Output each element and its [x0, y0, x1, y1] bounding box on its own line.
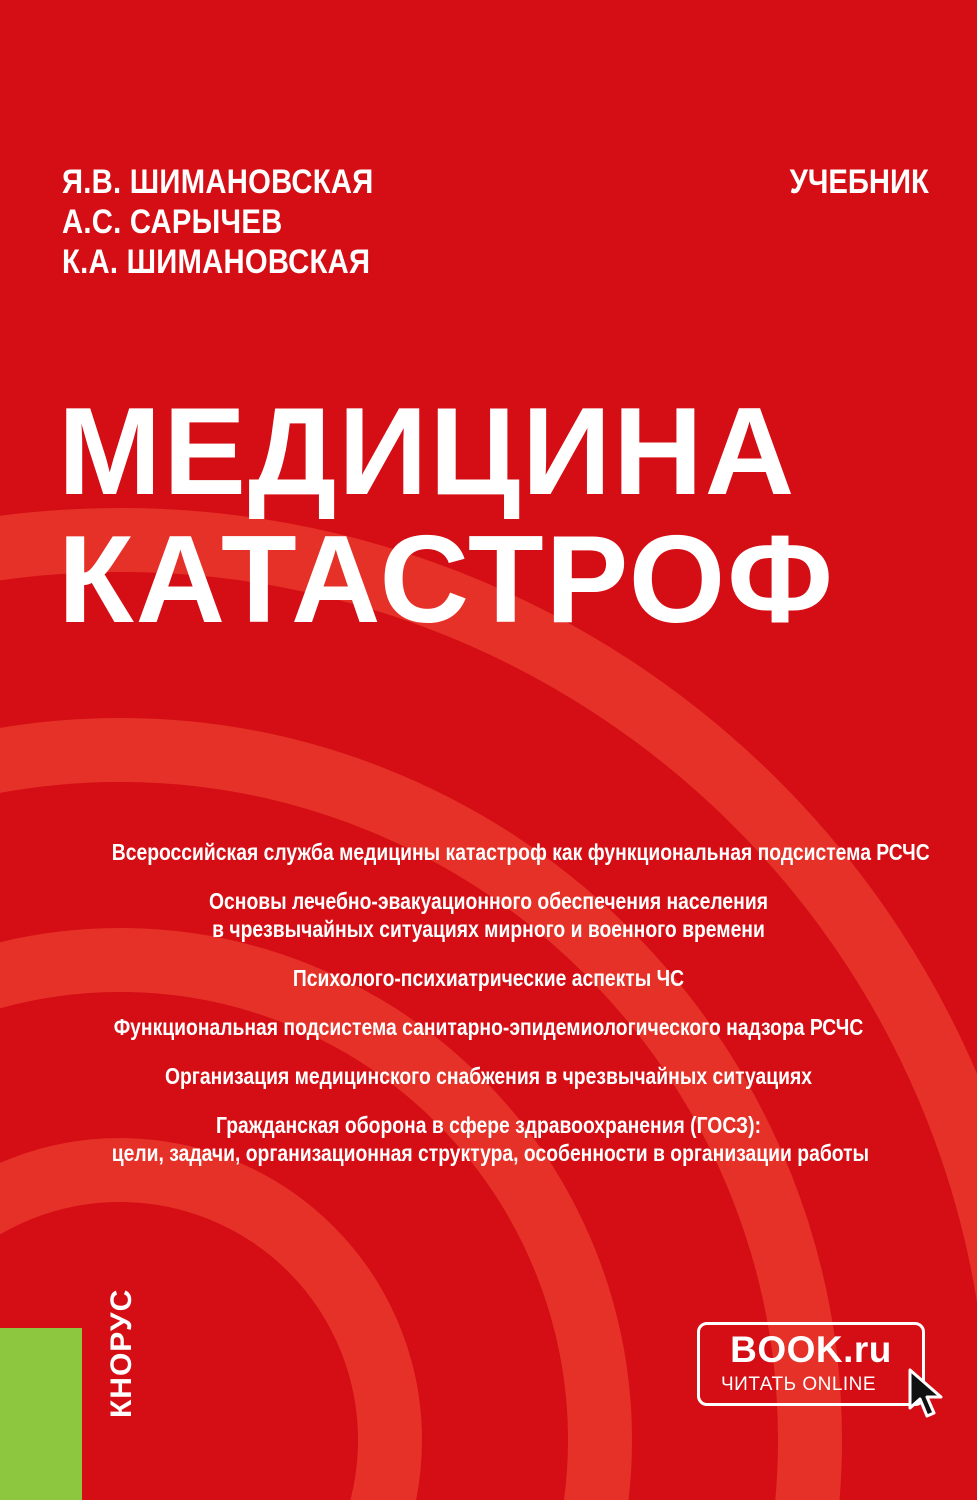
topic-item — [112, 887, 865, 943]
book-title — [58, 383, 938, 649]
topic-line: цели, задачи, организационная структура, особенности в организации работы — [111, 1140, 870, 1166]
topics-list — [40, 838, 937, 1188]
topic-item — [112, 1013, 865, 1041]
topic-item — [111, 838, 930, 866]
bookru-logo: BOOK.ru — [730, 1329, 892, 1370]
bookru-read-online-button[interactable] — [697, 1322, 925, 1406]
bookru-tagline: ЧИТАТЬ ONLINE — [721, 1374, 877, 1395]
topic-line: Всероссийская служба медицины катастроф как функциональная подсистема РСЧС — [111, 839, 930, 865]
topic-line: Гражданская оборона в сфере здравоохранения (ГОСЗ): — [215, 1112, 762, 1138]
topic-line: Основы лечебно-эвакуационного обеспечения населения — [209, 888, 768, 914]
title-line-1: МЕДИЦИНА — [58, 383, 797, 521]
topic-item — [112, 1062, 865, 1090]
author-2: А.С. САРЫЧЕВ — [62, 203, 283, 241]
topic-line: Организация медицинского снабжения в чрезвычайных ситуациях — [164, 1063, 813, 1089]
topic-item — [111, 1111, 870, 1167]
topic-line: Психолого-психиатрические аспекты ЧС — [292, 965, 685, 991]
topic-line: в чрезвычайных ситуациях мирного и военного времени — [212, 916, 765, 942]
author-1: Я.В. ШИМАНОВСКАЯ — [62, 163, 374, 201]
publisher-color-bar — [0, 1328, 82, 1500]
book-type-label: УЧЕБНИК — [789, 163, 929, 201]
publisher-logo: КНОРУС — [105, 1288, 138, 1418]
cursor-arrow-icon — [906, 1366, 950, 1422]
topic-line: Функциональная подсистема санитарно-эпидемиологического надзора РСЧС — [113, 1014, 864, 1040]
topic-item — [112, 964, 865, 992]
author-3: К.А. ШИМАНОВСКАЯ — [62, 243, 371, 281]
authors-list — [62, 162, 424, 282]
title-line-2: КАТАСТРОФ — [58, 511, 836, 649]
